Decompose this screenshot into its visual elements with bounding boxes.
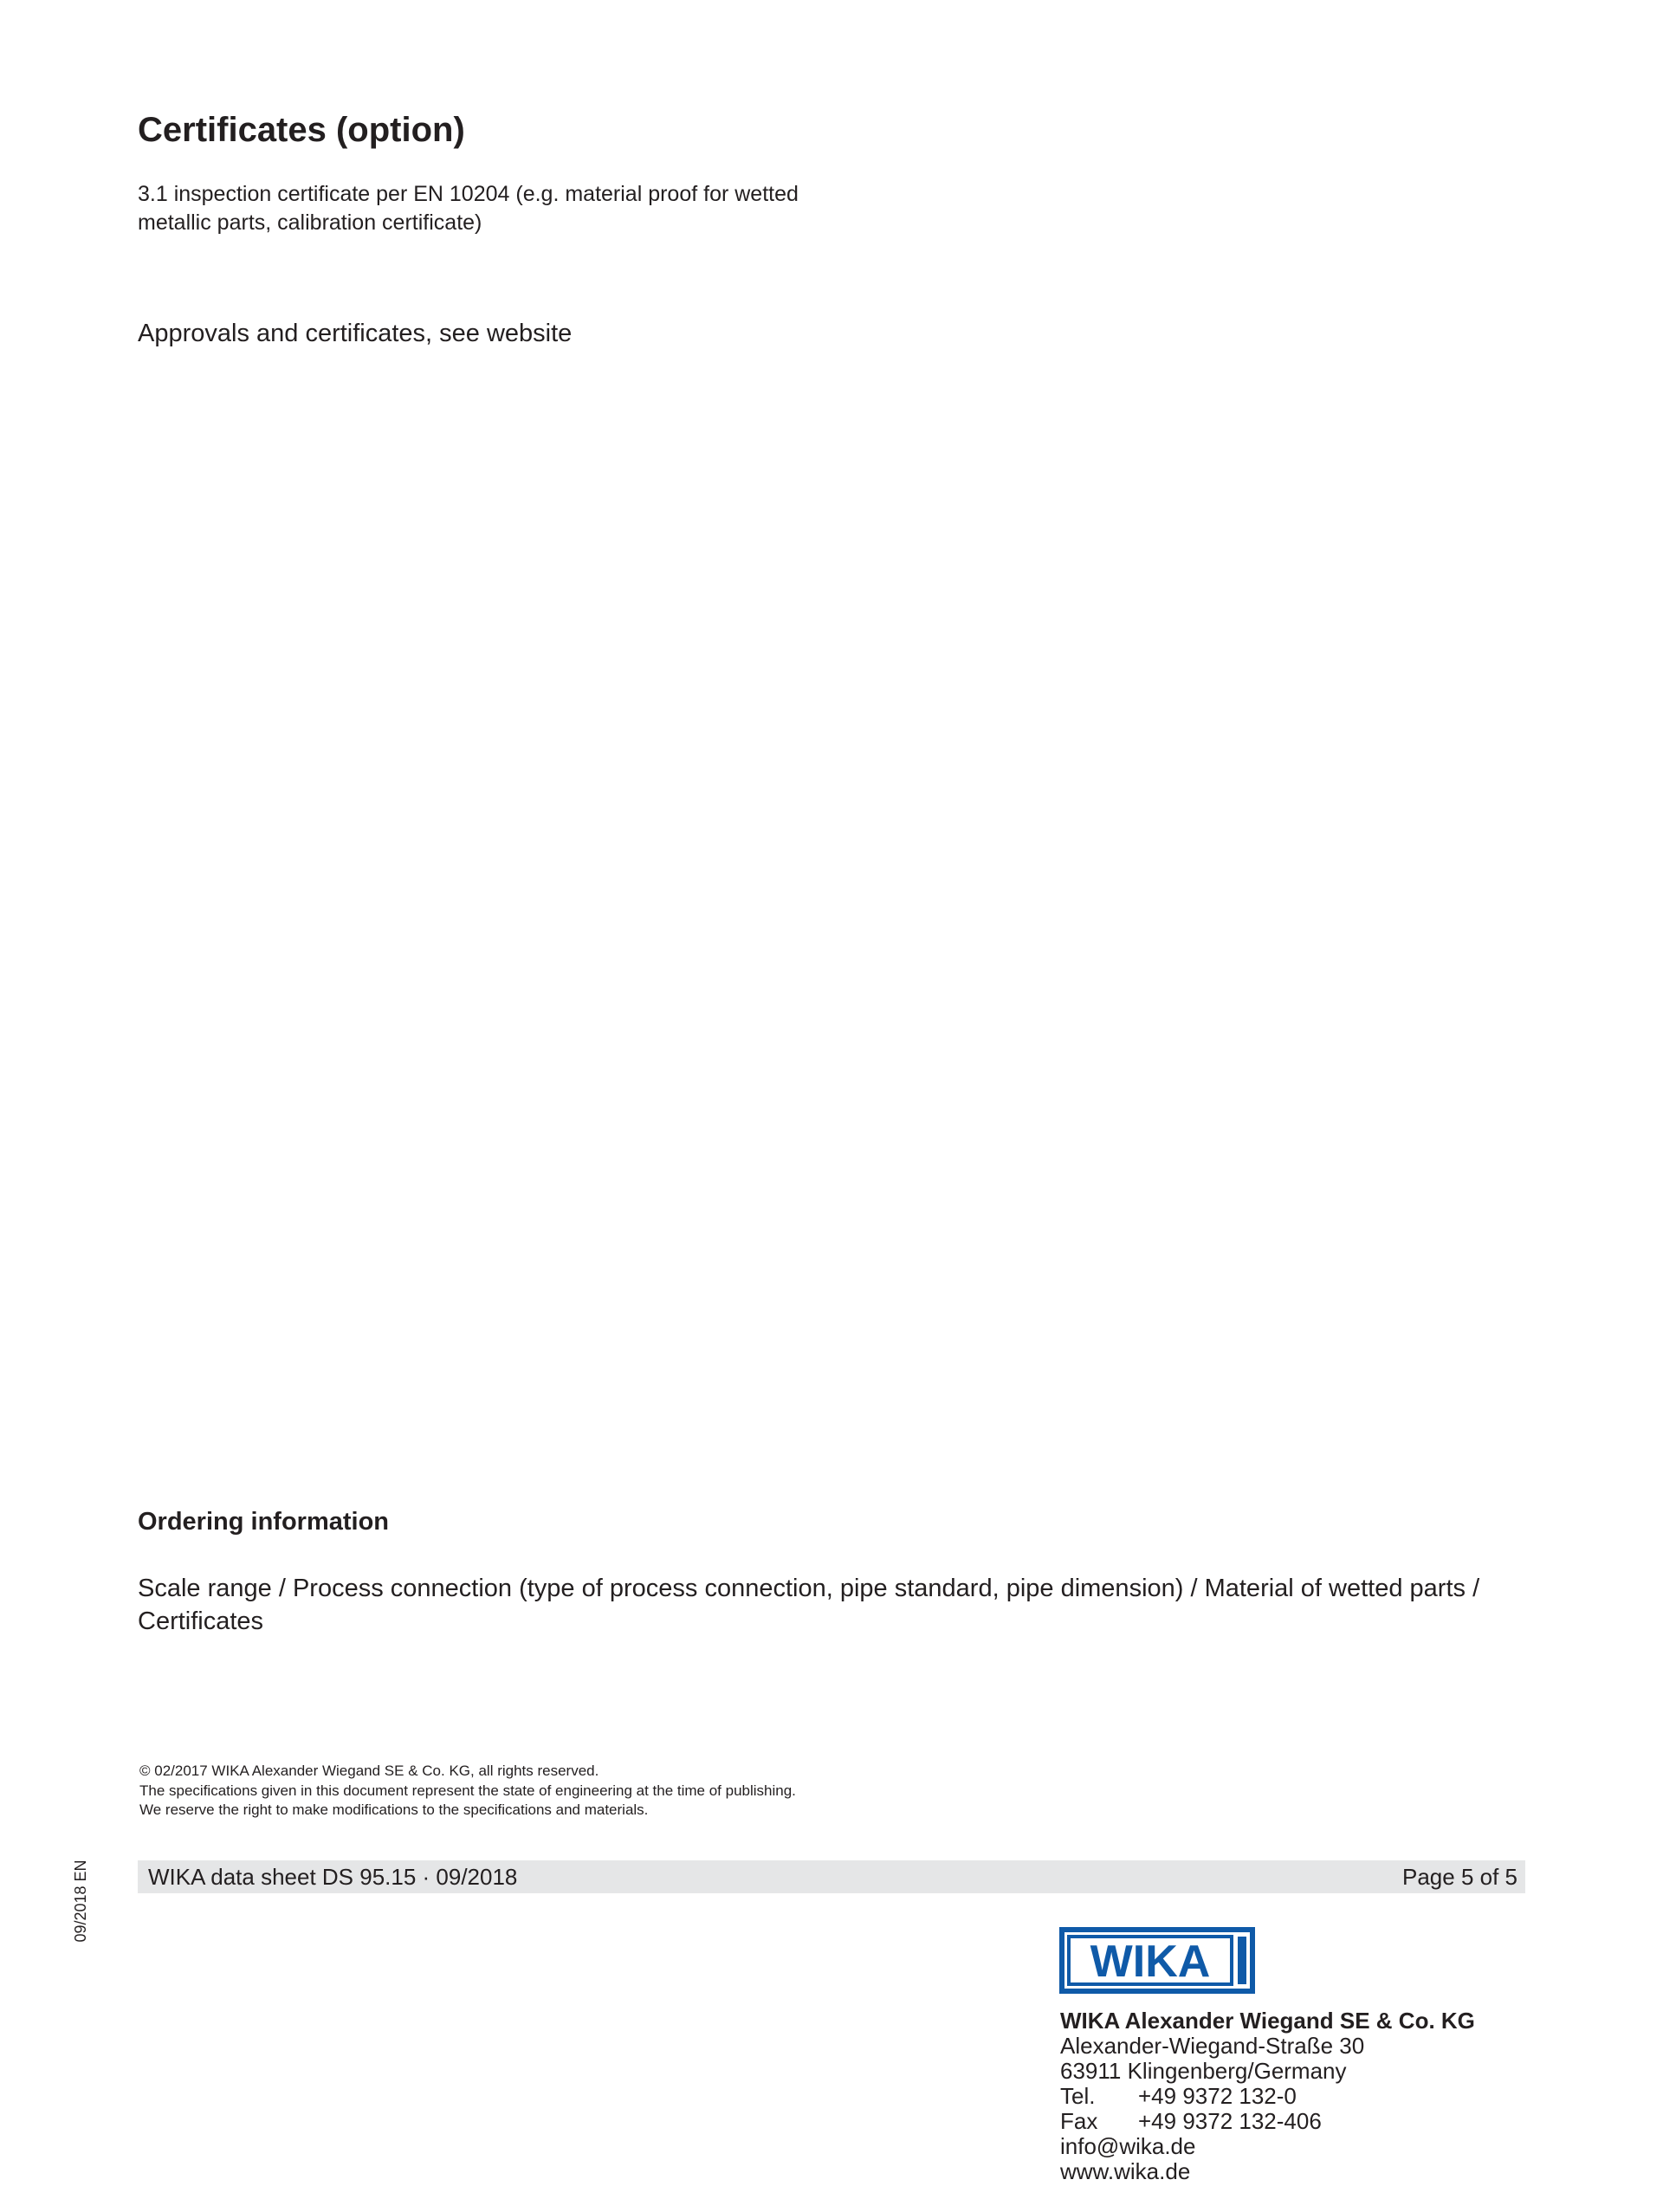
fax-label: Fax — [1060, 2108, 1098, 2134]
ordering-heading: Ordering information — [138, 1508, 389, 1536]
footer-bar — [138, 1860, 1525, 1893]
legal-line: © 02/2017 WIKA Alexander Wiegand SE & Co. KG, all rights reserved. — [139, 1762, 599, 1779]
legal-notice — [139, 1762, 796, 1821]
legal-line: The specifications given in this document represent the state of engineering at the time of publishing. — [139, 1782, 796, 1799]
certificates-line: metallic parts, calibration certificate) — [138, 210, 482, 235]
company-name: WIKA Alexander Wiegand SE & Co. KG — [1060, 2008, 1475, 2034]
logo-side-bar — [1238, 1937, 1246, 1984]
logo-text: WIKA — [1090, 1937, 1211, 1987]
datasheet-reference: WIKA data sheet DS 95.15 · 09/2018 — [148, 1864, 518, 1890]
approvals-note: Approvals and certificates, see website — [138, 320, 573, 347]
company-tel — [1060, 2084, 1475, 2109]
tel-label: Tel. — [1060, 2083, 1096, 2109]
certificates-line: 3.1 inspection certificate per EN 10204 (e.g. material proof for wetted — [138, 182, 799, 206]
certificates-description — [138, 180, 848, 237]
ordering-description — [138, 1572, 1489, 1638]
wika-logo — [1059, 1927, 1255, 1994]
tel-number: +49 9372 132-0 — [1138, 2083, 1297, 2109]
company-email[interactable]: info@wika.de — [1060, 2133, 1196, 2159]
legal-line: We reserve the right to make modifications to the specifications and materials. — [139, 1801, 649, 1818]
company-address — [1060, 2008, 1475, 2184]
ordering-line: Scale range / Process connection (type of process connection, pipe standard, pipe dimension) / Material of wetted parts / — [138, 1575, 1480, 1602]
company-fax — [1060, 2109, 1475, 2134]
ordering-line: Certificates — [138, 1607, 264, 1635]
page-number: Page 5 of 5 — [1402, 1864, 1517, 1890]
company-city: 63911 Klingenberg/Germany — [1060, 2058, 1347, 2084]
fax-number: +49 9372 132-406 — [1138, 2108, 1322, 2134]
vertical-date-label: 09/2018 EN — [72, 1860, 89, 1943]
company-street: Alexander-Wiegand-Straße 30 — [1060, 2033, 1365, 2059]
company-website[interactable]: www.wika.de — [1060, 2158, 1191, 2184]
certificates-heading: Certificates (option) — [138, 111, 465, 149]
